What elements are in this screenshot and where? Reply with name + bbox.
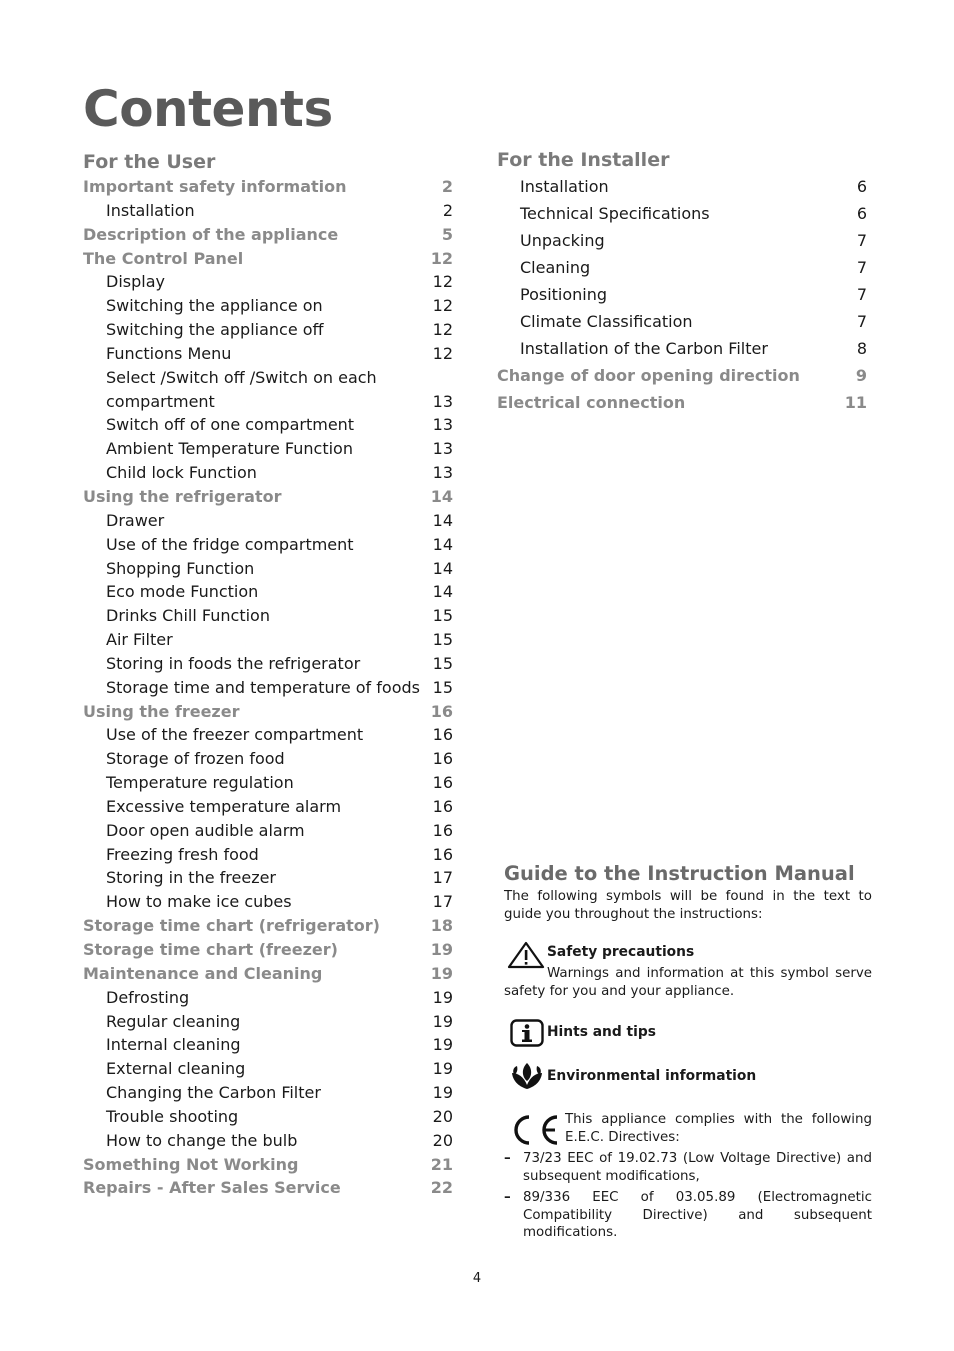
toc-row bbox=[497, 281, 867, 308]
toc-entry-title: Use of the freezer compartment bbox=[106, 725, 364, 745]
toc-entry-page: 5 bbox=[441, 224, 453, 244]
toc-entry-title: Storing in foods the refrigerator bbox=[106, 653, 361, 673]
user-toc-list bbox=[83, 175, 453, 1200]
section-heading-installer: For the Installer bbox=[497, 149, 670, 171]
toc-entry-page: 12 bbox=[432, 296, 453, 316]
toc-row bbox=[83, 890, 453, 914]
toc-entry-title: Freezing fresh food bbox=[106, 844, 259, 864]
toc-row bbox=[83, 557, 453, 581]
toc-entry-title: Using the freezer bbox=[83, 701, 240, 721]
toc-entry-page: 14 bbox=[432, 558, 453, 578]
toc-entry-title: Shopping Function bbox=[106, 558, 255, 578]
toc-entry-title: How to change the bulb bbox=[106, 1130, 298, 1150]
toc-row bbox=[83, 604, 453, 628]
toc-entry-page: 15 bbox=[432, 606, 453, 626]
toc-entry-title: Regular cleaning bbox=[106, 1011, 241, 1031]
toc-entry-title: Technical Specifications bbox=[520, 204, 710, 223]
toc-row bbox=[83, 962, 453, 986]
toc-entry-page: 14 bbox=[432, 510, 453, 530]
info-icon bbox=[510, 1019, 544, 1051]
toc-entry-title: Installation bbox=[520, 177, 609, 196]
toc-entry-title: Storage time chart (freezer) bbox=[83, 940, 338, 959]
user-contents bbox=[83, 149, 453, 1200]
toc-row bbox=[497, 173, 867, 200]
toc-entry-page: 15 bbox=[432, 677, 453, 697]
toc-row bbox=[83, 986, 453, 1010]
toc-entry-page: 13 bbox=[432, 391, 453, 411]
toc-entry-page: 19 bbox=[432, 1035, 453, 1055]
toc-row bbox=[497, 254, 867, 281]
toc-entry-page: 14 bbox=[430, 486, 453, 506]
toc-row bbox=[497, 308, 867, 335]
toc-entry-title: Positioning bbox=[520, 285, 608, 304]
directive-text: 89/336 EEC of 03.05.89 (Electromagnetic Compatibility Directive) and subsequent modifications. bbox=[523, 1190, 872, 1240]
toc-row bbox=[497, 362, 867, 389]
toc-entry-page: 19 bbox=[430, 963, 453, 983]
ce-text: This appliance complies with the following E.E.C. Directives: bbox=[565, 1112, 872, 1145]
dash-bullet: – bbox=[504, 1190, 511, 1205]
hints-block bbox=[504, 1018, 872, 1048]
toc-entry-title: How to make ice cubes bbox=[106, 892, 292, 912]
toc-entry-title: Excessive temperature alarm bbox=[106, 796, 342, 816]
toc-entry-title: Eco mode Function bbox=[106, 582, 259, 602]
toc-row bbox=[83, 914, 453, 938]
toc-row bbox=[83, 413, 453, 437]
warning-triangle-icon bbox=[507, 941, 545, 973]
toc-row bbox=[83, 676, 453, 700]
toc-entry-page: 13 bbox=[432, 415, 453, 435]
toc-row bbox=[83, 437, 453, 461]
toc-entry-page: 2 bbox=[441, 177, 453, 196]
toc-entry-title: Display bbox=[106, 272, 165, 292]
toc-entry-title: Storing in the freezer bbox=[106, 868, 277, 888]
toc-entry-page: 9 bbox=[855, 366, 867, 385]
directive-text: 73/23 EEC of 19.02.73 (Low Voltage Directive) and subsequent modifications, bbox=[523, 1151, 872, 1184]
toc-entry-title: Switching the appliance off bbox=[106, 320, 324, 340]
toc-entry-page: 12 bbox=[432, 272, 453, 292]
toc-row bbox=[83, 390, 453, 414]
toc-entry-page: 13 bbox=[432, 439, 453, 459]
ce-mark-icon bbox=[510, 1113, 562, 1151]
toc-entry-page: 19 bbox=[430, 940, 453, 959]
ce-block bbox=[504, 1111, 872, 1146]
toc-entry-page: 16 bbox=[432, 796, 453, 816]
safety-block bbox=[504, 943, 872, 1000]
toc-entry-page: 6 bbox=[856, 204, 867, 223]
toc-entry-page: 16 bbox=[430, 701, 453, 721]
env-label: Environmental information bbox=[547, 1068, 757, 1084]
toc-entry-title: Storage time chart (refrigerator) bbox=[83, 916, 380, 936]
toc-entry-page: 19 bbox=[432, 1011, 453, 1031]
toc-entry-title: Electrical connection bbox=[497, 393, 686, 412]
section-heading-user: For the User bbox=[83, 151, 216, 173]
toc-row bbox=[83, 461, 453, 485]
toc-entry-page: 15 bbox=[432, 630, 453, 650]
safety-text: Warnings and information at this symbol serve safety for you and your appliance. bbox=[504, 966, 872, 999]
toc-entry-page: 16 bbox=[432, 820, 453, 840]
toc-entry-page: 19 bbox=[432, 987, 453, 1007]
dash-bullet: – bbox=[504, 1151, 511, 1166]
toc-entry-page: 14 bbox=[432, 582, 453, 602]
toc-row bbox=[83, 1129, 453, 1153]
toc-entry-page: 22 bbox=[430, 1178, 453, 1198]
toc-entry-page: 15 bbox=[432, 653, 453, 673]
page-number: 4 bbox=[472, 1271, 482, 1286]
toc-row bbox=[83, 318, 453, 342]
toc-entry-title: Select /Switch off /Switch on each bbox=[106, 367, 377, 387]
toc-row bbox=[83, 485, 453, 509]
toc-entry-title: Temperature regulation bbox=[106, 773, 294, 793]
toc-entry-page: 19 bbox=[432, 1059, 453, 1079]
page-title: Contents bbox=[83, 80, 333, 138]
toc-entry-title: Changing the Carbon Filter bbox=[106, 1083, 321, 1103]
toc-entry-page: 21 bbox=[430, 1154, 453, 1174]
toc-entry-title: The Control Panel bbox=[83, 248, 244, 268]
toc-row bbox=[83, 1057, 453, 1081]
toc-row bbox=[497, 335, 867, 362]
toc-row bbox=[83, 175, 453, 199]
toc-row bbox=[83, 1010, 453, 1034]
toc-entry-title: Unpacking bbox=[520, 231, 605, 250]
toc-entry-page: 18 bbox=[430, 916, 453, 936]
toc-entry-page: 14 bbox=[432, 534, 453, 554]
toc-entry-page: 17 bbox=[432, 892, 453, 912]
toc-row bbox=[497, 227, 867, 254]
toc-entry-title: Maintenance and Cleaning bbox=[83, 963, 323, 983]
toc-entry-title: Storage time and temperature of foods bbox=[106, 677, 420, 697]
toc-entry-title: Description of the appliance bbox=[83, 224, 339, 244]
toc-entry-title: Air Filter bbox=[106, 630, 173, 650]
toc-entry-title: Ambient Temperature Function bbox=[106, 439, 353, 459]
toc-entry-title: Something Not Working bbox=[83, 1154, 299, 1174]
toc-row bbox=[497, 200, 867, 227]
toc-entry-page: 16 bbox=[432, 844, 453, 864]
toc-row bbox=[83, 223, 453, 247]
toc-entry-title: Switch off of one compartment bbox=[106, 415, 355, 435]
toc-row bbox=[83, 270, 453, 294]
toc-entry-page: 7 bbox=[856, 231, 867, 250]
toc-entry-page: 20 bbox=[432, 1106, 453, 1126]
toc-row bbox=[83, 938, 453, 962]
toc-entry-title: Door open audible alarm bbox=[106, 820, 305, 840]
toc-entry-page: 7 bbox=[856, 258, 867, 277]
directive-item bbox=[504, 1189, 872, 1242]
toc-row bbox=[83, 747, 453, 771]
toc-entry-title: Installation bbox=[106, 200, 195, 220]
toc-row bbox=[83, 366, 453, 390]
toc-entry-title: Repairs - After Sales Service bbox=[83, 1178, 341, 1198]
toc-row bbox=[83, 247, 453, 271]
toc-entry-title: Using the refrigerator bbox=[83, 486, 282, 506]
installer-toc-list bbox=[497, 173, 867, 416]
toc-entry-title: Climate Classification bbox=[520, 312, 693, 331]
guide-intro: The following symbols will be found in the text to guide you throughout the instructions: bbox=[504, 889, 872, 922]
toc-row bbox=[83, 533, 453, 557]
toc-row bbox=[83, 771, 453, 795]
toc-entry-page: 7 bbox=[856, 312, 867, 331]
toc-entry-page: 12 bbox=[432, 320, 453, 340]
toc-row bbox=[83, 700, 453, 724]
toc-row bbox=[83, 1081, 453, 1105]
toc-row bbox=[83, 1153, 453, 1177]
installer-contents bbox=[497, 147, 867, 416]
toc-entry-title: Child lock Function bbox=[106, 463, 257, 483]
guide-section bbox=[504, 860, 872, 1242]
toc-entry-page: 11 bbox=[844, 393, 867, 412]
toc-entry-page: 7 bbox=[856, 285, 867, 304]
toc-entry-title: Drinks Chill Function bbox=[106, 606, 270, 626]
leaf-icon bbox=[510, 1061, 544, 1095]
toc-row bbox=[83, 580, 453, 604]
toc-entry-title: compartment bbox=[106, 391, 215, 411]
safety-label: Safety precautions bbox=[547, 944, 695, 960]
toc-entry-page: 16 bbox=[432, 773, 453, 793]
toc-entry-page: 13 bbox=[432, 463, 453, 483]
toc-entry-page: 12 bbox=[432, 343, 453, 363]
directive-list bbox=[504, 1150, 872, 1242]
toc-entry-page: 2 bbox=[442, 200, 453, 220]
toc-row bbox=[83, 1033, 453, 1057]
toc-row bbox=[83, 866, 453, 890]
toc-entry-title: External cleaning bbox=[106, 1059, 246, 1079]
toc-row bbox=[83, 628, 453, 652]
toc-row bbox=[497, 389, 867, 416]
toc-entry-page: 19 bbox=[432, 1083, 453, 1103]
toc-entry-page: 16 bbox=[432, 749, 453, 769]
toc-row bbox=[83, 199, 453, 223]
toc-entry-page: 17 bbox=[432, 868, 453, 888]
toc-entry-title: Installation of the Carbon Filter bbox=[520, 339, 768, 358]
toc-row bbox=[83, 509, 453, 533]
toc-entry-title: Drawer bbox=[106, 510, 165, 530]
toc-row bbox=[83, 795, 453, 819]
toc-row bbox=[83, 652, 453, 676]
directive-item bbox=[504, 1150, 872, 1185]
toc-entry-title: Switching the appliance on bbox=[106, 296, 323, 316]
toc-entry-title: Important safety information bbox=[83, 177, 347, 196]
toc-entry-title: Internal cleaning bbox=[106, 1035, 241, 1055]
toc-row bbox=[83, 1176, 453, 1200]
toc-entry-title: Functions Menu bbox=[106, 343, 232, 363]
toc-entry-title: Change of door opening direction bbox=[497, 366, 800, 385]
toc-entry-page: 20 bbox=[432, 1130, 453, 1150]
toc-entry-page: 6 bbox=[856, 177, 867, 196]
toc-entry-page: 8 bbox=[856, 339, 867, 358]
toc-entry-title: Storage of frozen food bbox=[106, 749, 285, 769]
toc-entry-title: Cleaning bbox=[520, 258, 591, 277]
toc-row bbox=[83, 294, 453, 318]
toc-entry-page: 12 bbox=[430, 248, 453, 268]
toc-entry-page: 16 bbox=[432, 725, 453, 745]
guide-title: Guide to the Instruction Manual bbox=[504, 862, 855, 885]
toc-entry-title: Trouble shooting bbox=[106, 1106, 239, 1126]
toc-row bbox=[83, 342, 453, 366]
hints-label: Hints and tips bbox=[547, 1024, 656, 1040]
toc-row bbox=[83, 723, 453, 747]
toc-row bbox=[83, 1105, 453, 1129]
toc-row bbox=[83, 819, 453, 843]
toc-row bbox=[83, 843, 453, 867]
toc-entry-title: Defrosting bbox=[106, 987, 190, 1007]
env-block bbox=[504, 1061, 872, 1091]
toc-entry-title: Use of the fridge compartment bbox=[106, 534, 354, 554]
